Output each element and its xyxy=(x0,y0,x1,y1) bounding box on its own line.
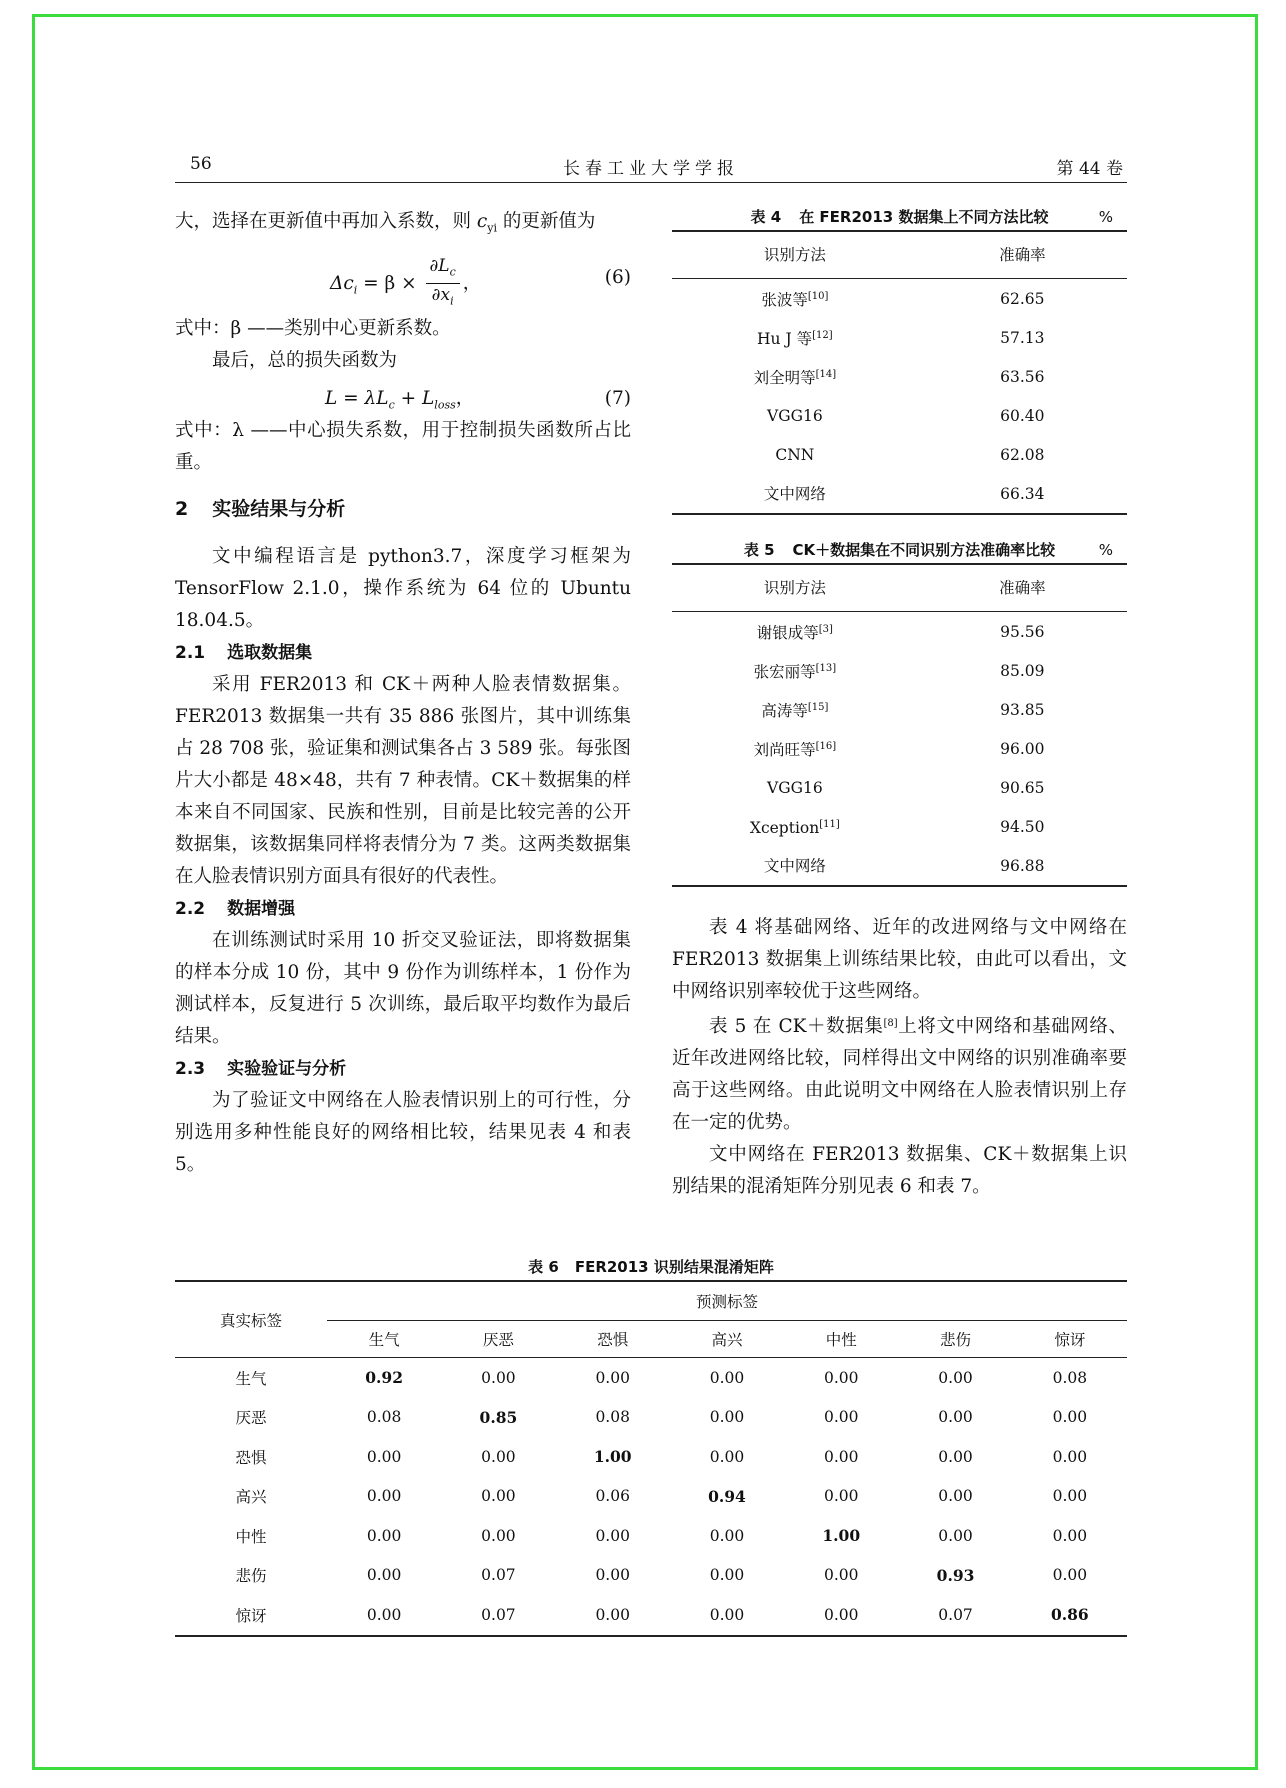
table-4 xyxy=(672,230,1127,515)
matrix-cell: 0.00 xyxy=(481,1447,516,1466)
table-title: FER2013 识别结果混淆矩阵 xyxy=(574,1258,774,1276)
math-text: + L xyxy=(394,387,435,409)
equation-number: (7) xyxy=(604,387,631,409)
matrix-cell: 0.00 xyxy=(709,1566,745,1585)
accuracy-cell: 94.50 xyxy=(1000,817,1045,836)
matrix-cell: 0.07 xyxy=(898,1595,1012,1636)
paragraph-text: 上将文中网络和基础网络、近年改进网络比较，同样得出文中网络的识别准确率要高于这些网络。由此说明文中网络在人脸表情识别上存在一定的优势。 xyxy=(672,1016,1127,1133)
method-cell xyxy=(672,651,918,690)
method-cell xyxy=(672,807,918,846)
table-5-block xyxy=(672,537,1127,887)
table-label: 表 6 xyxy=(528,1258,559,1276)
section-number: 2 xyxy=(175,497,189,520)
math-text: L = λL xyxy=(325,387,389,409)
accuracy-cell: 62.65 xyxy=(1000,289,1045,308)
matrix-cell: 0.00 xyxy=(709,1368,745,1387)
matrix-cell: 0.00 xyxy=(784,1595,898,1636)
paragraph: 式中：β ——类别中心更新系数。 xyxy=(175,317,451,339)
matrix-row xyxy=(175,1516,1127,1556)
math-text: ∂L xyxy=(429,255,450,276)
matrix-cell: 0.00 xyxy=(1052,1566,1088,1585)
table-row xyxy=(672,846,1127,886)
subsection-number: 2.3 xyxy=(175,1058,206,1079)
true-class-label: 高兴 xyxy=(235,1488,267,1507)
true-class-label: 生气 xyxy=(235,1369,267,1388)
method-cell xyxy=(672,318,918,357)
math-text: = β × xyxy=(357,272,417,294)
citation: [16] xyxy=(815,741,837,752)
table-5 xyxy=(672,563,1127,887)
matrix-cell: 0.00 xyxy=(938,1526,973,1545)
column-header: 识别方法 xyxy=(672,564,918,612)
accuracy-cell: 66.34 xyxy=(918,474,1127,514)
citation: [12] xyxy=(812,330,833,341)
matrix-cell: 0.00 xyxy=(824,1487,859,1506)
method-name: VGG16 xyxy=(767,406,823,425)
accuracy-cell: 60.40 xyxy=(1000,406,1045,425)
matrix-cell: 0.86 xyxy=(1013,1595,1127,1636)
predicted-class-header: 高兴 xyxy=(670,1321,784,1358)
citation: [14] xyxy=(815,369,837,380)
method-cell xyxy=(672,768,918,807)
subsection-number: 2.2 xyxy=(175,898,206,919)
table-label: 表 5 xyxy=(743,541,775,559)
matrix-cell: 0.00 xyxy=(1052,1447,1088,1466)
table-label: 表 4 xyxy=(750,208,782,226)
table-row xyxy=(672,807,1127,846)
matrix-cell: 0.00 xyxy=(481,1526,516,1545)
column-group-header: 预测标签 xyxy=(327,1281,1127,1321)
paragraph: 文中网络在 FER2013 数据集、CK＋数据集上识别结果的混淆矩阵分别见表 6 和表 7。 xyxy=(672,1144,1127,1197)
page-number: 56 xyxy=(190,154,212,174)
matrix-cell: 0.00 xyxy=(824,1447,859,1466)
matrix-cell: 0.00 xyxy=(938,1368,973,1387)
table-row xyxy=(672,474,1127,514)
matrix-cell: 0.00 xyxy=(366,1526,402,1545)
matrix-cell: 0.00 xyxy=(938,1408,973,1427)
matrix-cell: 0.00 xyxy=(556,1595,670,1636)
predicted-class-header: 悲伤 xyxy=(898,1321,1012,1358)
numerator xyxy=(426,255,460,284)
method-cell xyxy=(672,612,918,652)
math-text: Δc xyxy=(330,272,354,294)
matrix-cell: 0.07 xyxy=(441,1595,555,1636)
matrix-cell: 0.00 xyxy=(709,1526,745,1545)
matrix-cell: 0.00 xyxy=(1052,1526,1088,1545)
equation-number: (6) xyxy=(604,266,631,288)
table-title: 在 FER2013 数据集上不同方法比较 xyxy=(799,208,1049,226)
subsection-title: 数据增强 xyxy=(227,898,296,919)
matrix-row xyxy=(175,1556,1127,1596)
equation-body xyxy=(330,255,481,313)
method-name: 刘尚旺等 xyxy=(753,741,816,759)
table-row xyxy=(672,651,1127,690)
table-unit: % xyxy=(1098,208,1113,226)
predicted-class-header: 厌恶 xyxy=(441,1321,555,1358)
citation: [10] xyxy=(807,291,829,302)
matrix-cell: 0.92 xyxy=(365,1368,404,1388)
matrix-cell: 0.00 xyxy=(595,1526,630,1545)
equation-body xyxy=(325,383,474,422)
subsection-heading xyxy=(175,1053,631,1085)
table-row xyxy=(672,318,1127,357)
matrix-cell: 0.00 xyxy=(1052,1408,1088,1427)
table-unit: % xyxy=(1098,541,1113,559)
paragraph: 表 4 将基础网络、近年的改进网络与文中网络在 FER2013 数据集上训练结果比较，由此可以看出，文中网络识别率较优于这些网络。 xyxy=(672,917,1127,1002)
accuracy-cell: 96.00 xyxy=(1000,739,1045,758)
matrix-cell: 0.00 xyxy=(824,1368,859,1387)
column-header: 准确率 xyxy=(918,231,1127,279)
matrix-cell: 0.00 xyxy=(670,1595,784,1636)
true-class-label: 悲伤 xyxy=(235,1567,267,1586)
method-name: VGG16 xyxy=(767,778,823,797)
matrix-cell: 0.00 xyxy=(824,1408,859,1427)
accuracy-cell: 63.56 xyxy=(1000,367,1045,386)
paragraph: 式中：λ ——中心损失系数，用于控制损失函数所占比重。 xyxy=(175,419,631,473)
method-cell xyxy=(672,729,918,768)
equation-6 xyxy=(175,247,631,311)
paragraph: 文中编程语言是 python3.7，深度学习框架为 TensorFlow 2.1.0，操作系统为 64 位的 Ubuntu 18.04.5。 xyxy=(175,545,631,631)
column-header: 识别方法 xyxy=(672,231,918,279)
table-row xyxy=(672,729,1127,768)
running-header xyxy=(175,152,1127,183)
matrix-cell: 0.93 xyxy=(936,1565,975,1585)
matrix-cell: 0.07 xyxy=(481,1566,516,1585)
method-cell xyxy=(672,474,918,514)
matrix-cell: 1.00 xyxy=(593,1447,632,1467)
matrix-cell: 0.08 xyxy=(1052,1368,1088,1387)
section-title: 实验结果与分析 xyxy=(212,497,346,520)
true-class-label: 厌恶 xyxy=(235,1409,267,1428)
matrix-cell: 0.00 xyxy=(481,1368,516,1387)
fraction xyxy=(426,255,460,313)
matrix-row xyxy=(175,1358,1127,1398)
subsection-number: 2.1 xyxy=(175,642,206,663)
method-name: Hu J 等 xyxy=(757,330,813,348)
paragraph-text: 的更新值为 xyxy=(497,211,596,232)
method-cell xyxy=(672,435,918,474)
matrix-cell: 1.00 xyxy=(822,1526,861,1546)
accuracy-cell: 57.13 xyxy=(1000,328,1045,347)
matrix-cell: 0.94 xyxy=(708,1486,746,1506)
paragraph: 采用 FER2013 和 CK＋两种人脸表情数据集。FER2013 数据集一共有 35 886 张图片，其中训练集占 28 708 张，验证集和测试集各占 3 589 张。每张图片大小都是 48×48，共有 7 种表情。CK＋数据集的样本来自不同国家、民族和性别，目前是比较完善的公开数据集，该数据集同样将表情分为 7 类。这两类数据集在人脸表情识别方面具有很好的代表性。 xyxy=(175,673,631,887)
subsection-title: 选取数据集 xyxy=(227,642,313,663)
method-cell xyxy=(672,846,918,886)
matrix-cell: 0.00 xyxy=(595,1566,630,1585)
paragraph xyxy=(175,206,631,245)
journal-title: 长春工业大学学报 xyxy=(563,159,739,179)
method-name: 文中网络 xyxy=(763,484,826,503)
table-caption xyxy=(175,1254,1127,1280)
row-header-label: 真实标签 xyxy=(175,1281,327,1358)
accuracy-cell: 85.09 xyxy=(1000,661,1045,680)
method-name: 张波等 xyxy=(761,291,808,309)
math-sub: i xyxy=(353,283,358,297)
column-header: 准确率 xyxy=(918,564,1127,612)
predicted-class-header: 惊讶 xyxy=(1013,1321,1127,1358)
accuracy-cell: 95.56 xyxy=(1000,622,1045,641)
paragraph xyxy=(672,1008,1127,1139)
predicted-class-header: 中性 xyxy=(784,1321,898,1358)
matrix-cell: 0.00 xyxy=(938,1487,973,1506)
table-row xyxy=(672,279,1127,319)
matrix-cell: 0.00 xyxy=(595,1368,630,1387)
true-class-label: 中性 xyxy=(235,1527,267,1546)
citation: [8] xyxy=(883,1018,898,1029)
table-row xyxy=(672,435,1127,474)
math-var: c xyxy=(476,211,488,232)
accuracy-cell: 62.08 xyxy=(1000,445,1045,464)
section-heading xyxy=(175,493,631,525)
matrix-cell: 0.08 xyxy=(595,1408,630,1427)
paragraph: 为了验证文中网络在人脸表情识别上的可行性，分别选用多种性能良好的网络相比较，结果见表 4 和表 5。 xyxy=(175,1089,631,1175)
accuracy-cell: 90.65 xyxy=(1000,778,1045,797)
math-sub: yi xyxy=(487,221,498,235)
matrix-cell: 0.00 xyxy=(824,1566,859,1585)
method-name: 谢银成等 xyxy=(756,624,819,642)
method-cell xyxy=(672,396,918,435)
table-row xyxy=(672,357,1127,396)
predicted-class-header: 生气 xyxy=(327,1321,441,1358)
method-name: 张宏丽等 xyxy=(753,663,816,681)
citation: [15] xyxy=(807,702,829,713)
table-6 xyxy=(175,1280,1127,1637)
table-title: CK＋数据集在不同识别方法准确率比较 xyxy=(792,541,1056,559)
matrix-row xyxy=(175,1595,1127,1636)
paragraph-text: 大，选择在更新值中再加入系数，则 xyxy=(175,211,472,232)
equation-7 xyxy=(175,383,631,415)
method-cell xyxy=(672,279,918,319)
math-text: ， xyxy=(455,387,475,409)
method-name: 刘全明等 xyxy=(753,369,816,387)
method-name: Xception xyxy=(749,819,820,837)
denominator xyxy=(426,284,460,312)
true-class-label: 恐惧 xyxy=(235,1448,267,1467)
accuracy-cell: 96.88 xyxy=(918,846,1127,886)
table-row xyxy=(672,690,1127,729)
left-column xyxy=(175,206,631,1181)
subsection-heading xyxy=(175,637,631,669)
subsection-heading xyxy=(175,893,631,925)
paragraph: 最后，总的损失函数为 xyxy=(212,349,398,371)
method-name: CNN xyxy=(775,445,815,464)
table-caption xyxy=(672,537,1127,563)
citation: [13] xyxy=(815,663,837,674)
matrix-cell: 0.00 xyxy=(366,1566,402,1585)
matrix-row xyxy=(175,1437,1127,1477)
matrix-cell: 0.00 xyxy=(481,1487,516,1506)
matrix-row xyxy=(175,1477,1127,1517)
table-row xyxy=(672,396,1127,435)
math-text: ∂x xyxy=(431,285,451,306)
matrix-cell: 0.85 xyxy=(479,1407,518,1427)
method-name: 高涛等 xyxy=(761,702,808,720)
table-row xyxy=(672,768,1127,807)
matrix-cell: 0.06 xyxy=(595,1487,630,1506)
method-name: 文中网络 xyxy=(763,856,826,875)
method-cell xyxy=(672,690,918,729)
matrix-cell: 0.08 xyxy=(366,1408,402,1427)
math-sub: c xyxy=(449,265,456,279)
matrix-cell: 0.00 xyxy=(366,1487,402,1506)
citation: [3] xyxy=(818,624,833,635)
matrix-row xyxy=(175,1398,1127,1438)
matrix-cell: 0.00 xyxy=(709,1447,745,1466)
volume-label: 第 44 卷 xyxy=(1056,159,1123,179)
matrix-cell: 0.00 xyxy=(1052,1487,1088,1506)
paragraph: 在训练测试时采用 10 折交叉验证法，即将数据集的样本分成 10 份，其中 9 份作为训练样本，1 份作为测试样本，反复进行 5 次训练，最后取平均数作为最后结果。 xyxy=(175,929,631,1047)
citation: [11] xyxy=(819,819,840,830)
accuracy-cell: 93.85 xyxy=(1000,700,1045,719)
math-sub: c xyxy=(388,398,395,412)
predicted-class-header: 恐惧 xyxy=(556,1321,670,1358)
math-sub: i xyxy=(450,294,454,308)
paragraph-text: 表 5 在 CK＋数据集 xyxy=(709,1016,884,1037)
right-text-block xyxy=(672,912,1127,1203)
matrix-cell: 0.00 xyxy=(366,1447,402,1466)
subsection-title: 实验验证与分析 xyxy=(227,1058,347,1079)
true-class-label: 惊讶 xyxy=(175,1595,327,1636)
table-row xyxy=(672,612,1127,652)
table-4-block xyxy=(672,204,1127,515)
math-sub: loss xyxy=(434,398,456,412)
matrix-cell: 0.00 xyxy=(938,1447,973,1466)
math-text: ， xyxy=(462,272,482,294)
matrix-cell: 0.00 xyxy=(327,1595,441,1636)
matrix-cell: 0.00 xyxy=(709,1408,745,1427)
table-6-block xyxy=(175,1254,1127,1637)
method-cell xyxy=(672,357,918,396)
table-caption xyxy=(672,204,1127,230)
